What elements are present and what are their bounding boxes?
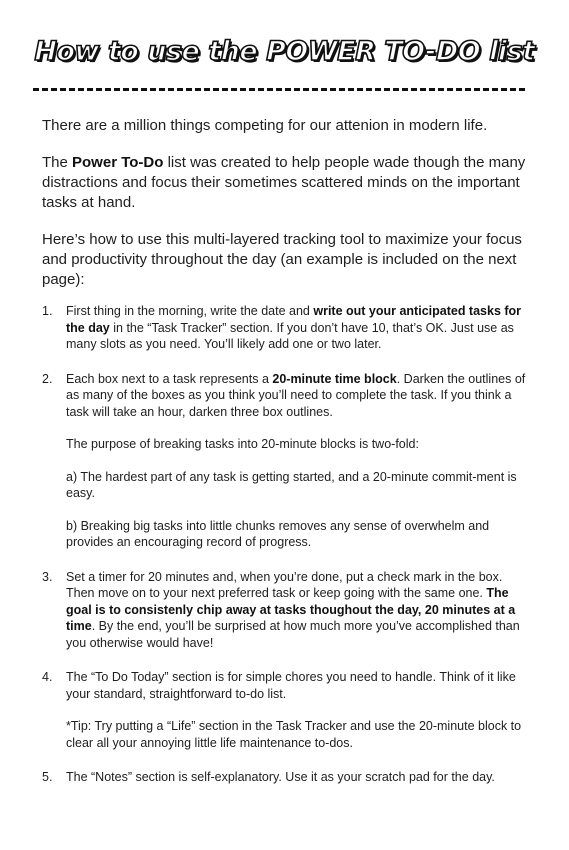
step-number: 4. [42, 670, 53, 684]
power-todo-term: Power To-Do [72, 154, 164, 171]
steps-list [42, 303, 532, 786]
step-number: 3. [42, 569, 53, 584]
step-2 [42, 371, 532, 551]
step-5-text: The “Notes” section is self-explanatory. Use it as your scratch pad for the day. [66, 770, 495, 784]
step-number: 2. [42, 371, 53, 386]
step-2-reason-a: a) The hardest part of any task is getting started, and a 20-minute commit-ment is easy. [66, 469, 517, 500]
intro-paragraph-1: There are a million things competing for our attenion in modern life. [42, 117, 488, 134]
step-4-tip: *Tip: Try putting a “Life” section in the Task Tracker and use the 20-minute block to clear all your annoying little life maintenance to-dos. [66, 719, 522, 750]
step-1-bold: write out your anticipated tasks for the day [66, 304, 522, 335]
step-2-reason-b: b) Breaking big tasks into little chunks removes any sense of overwhelm and provides an encouraging record of progress. [66, 518, 490, 549]
step-number: 1. [42, 304, 53, 318]
step-3-bold: The goal is to consistenly chip away at tasks thoughout the day, 20 minutes at a time [66, 586, 516, 633]
step-1-c: in the “Task Tracker” section. If you don’t have 10, that’s OK. Just use as many slots as you need. You’ll likely add one or two later. [66, 320, 514, 351]
step-number: 5. [42, 770, 53, 784]
step-2-bold: 20-minute time block [272, 371, 397, 386]
step-5 [42, 769, 532, 786]
step-4 [42, 669, 532, 751]
step-2-c: . Darken the outlines of as many of the boxes as you think you’ll need to complete the task. If you think a task will take an hour, darken three box outlines. [66, 371, 526, 419]
step-4-text: The “To Do Today” section is for simple chores you need to handle. Think of it like your standard, straightforward to-do list. [66, 670, 516, 701]
page-title: How to use the POWER TO-DO list [34, 36, 535, 67]
step-1-text [66, 303, 532, 353]
step-1-a: First thing in the morning, write the date and [66, 304, 314, 318]
intro-paragraph-3: Here’s how to use this multi-layered tracking tool to maximize your focus and productivity throughout the day (an example is included on the next page): [42, 231, 522, 288]
intro-2-pre: The [42, 154, 73, 171]
dashed-divider [33, 88, 525, 91]
step-1 [42, 303, 532, 353]
step-2-a: Each box next to a task represents a [66, 371, 273, 386]
step-3 [42, 569, 532, 652]
step-2-text [66, 371, 532, 421]
step-3-a: Set a timer for 20 minutes and, when you’re done, put a check mark in the box. Then move on to your next preferred task or keep going with the same one. [66, 569, 503, 600]
intro-paragraph-2 [42, 153, 532, 213]
step-3-text [66, 569, 532, 652]
intro-2-post: list was created to help people wade though the many distractions and focus their sometimes scattered minds on the important tasks at hand. [42, 154, 526, 211]
step-3-c: . By the end, you’ll be surprised at how much more you’ve accomplished than you otherwise would have! [66, 619, 520, 650]
step-2-purpose: The purpose of breaking tasks into 20-minute blocks is two-fold: [66, 437, 419, 451]
